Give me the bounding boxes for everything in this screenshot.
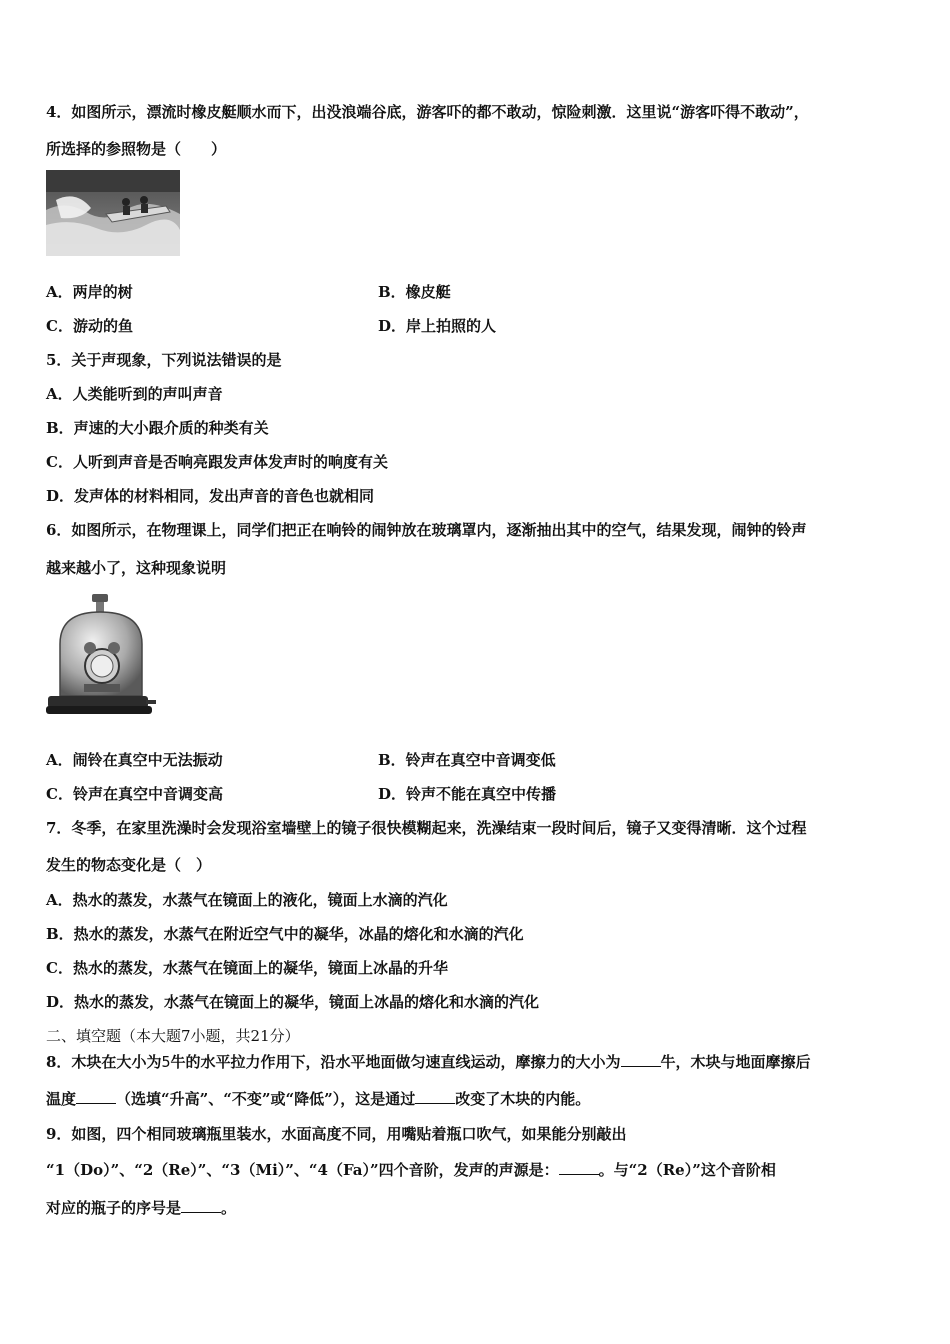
q6-option-a: A．闹铃在真空中无法振动 [46, 751, 223, 769]
q5-option-b: B．声速的大小跟介质的种类有关 [46, 419, 269, 437]
q9-text-1: “1（Do）”、“2（Re）”、“3（Mi）”、“4（Fa）”四个音阶，发声的声源是： [46, 1161, 559, 1179]
q7-option-a: A．热水的蒸发，水蒸气在镜面上的液化，镜面上水滴的汽化 [46, 891, 448, 909]
q8-force-value: 5 [161, 1053, 171, 1071]
q4-stem-line1: 4．如图所示，漂流时橡皮艇顺水而下，出没浪端谷底，游客吓的都不敢动，惊险刺激．这里说“游客吓得不敢动”， [46, 103, 809, 121]
q6-option-b: B．铃声在真空中音调变低 [378, 751, 556, 769]
q6-stem-line1: 6．如图所示，在物理课上，同学们把正在响铃的闹钟放在玻璃罩内，逐渐抽出其中的空气，结果发现，闹钟的铃声 [46, 521, 807, 539]
q9-line1: 9．如图，四个相同玻璃瓶里装水，水面高度不同，用嘴贴着瓶口吹气，如果能分别敲出 [46, 1125, 627, 1143]
q8-text-2: 牛的水平拉力作用下，沿水平地面做匀速直线运动，摩擦力的大小为 [170, 1053, 621, 1071]
q9-text-4: 。 [221, 1199, 237, 1217]
q4-option-d: D．岸上拍照的人 [378, 317, 497, 335]
q9-blank-1[interactable] [559, 1160, 599, 1175]
q8-text-3: 牛，木块与地面摩擦后 [660, 1053, 811, 1071]
q8-text-4: 温度 [46, 1090, 77, 1108]
q7-stem-line2: 发生的物态变化是（ ） [46, 856, 212, 874]
bell-jar-illustration [46, 592, 158, 724]
q8-text-5: （选填“升高”、“不变”或“降低”），这是通过 [116, 1090, 416, 1108]
q5-stem: 5．关于声现象，下列说法错误的是 [46, 351, 282, 369]
q7-stem-line1: 7．冬季，在家里洗澡时会发现浴室墙壁上的镜子很快模糊起来，洗澡结束一段时间后，镜子又变得清晰．这个过程 [46, 819, 807, 837]
q8-text-6: 改变了木块的内能。 [455, 1090, 591, 1108]
q4-option-b: B．橡皮艇 [378, 283, 451, 301]
q9-text-2: 。与“2（Re）”这个音阶相 [598, 1161, 776, 1179]
rafting-photo [46, 170, 180, 256]
q6-option-c: C．铃声在真空中音调变高 [46, 785, 223, 803]
q5-option-a: A．人类能听到的声叫声音 [46, 385, 223, 403]
q4-stem-line2: 所选择的参照物是（ ） [46, 140, 227, 158]
q4-option-c: C．游动的鱼 [46, 317, 133, 335]
q5-option-c: C．人听到声音是否响亮跟发声体发声时的响度有关 [46, 453, 388, 471]
q9-line2 [46, 1160, 776, 1180]
q8-blank-2[interactable] [76, 1089, 116, 1104]
q6-option-d: D．铃声不能在真空中传播 [378, 785, 557, 803]
q7-option-c: C．热水的蒸发，水蒸气在镜面上的凝华，镜面上冰晶的升华 [46, 959, 448, 977]
q5-option-d: D．发声体的材料相同，发出声音的音色也就相同 [46, 487, 375, 505]
q8-blank-3[interactable] [415, 1089, 455, 1104]
q7-option-b: B．热水的蒸发，水蒸气在附近空气中的凝华，冰晶的熔化和水滴的汽化 [46, 925, 524, 943]
section-heading: 二、填空题（本大题7小题，共21分） [46, 1027, 300, 1045]
q6-stem-line2: 越来越小了，这种现象说明 [46, 559, 227, 577]
q9-blank-2[interactable] [181, 1198, 221, 1213]
q9-text-3: 对应的瓶子的序号是 [46, 1199, 182, 1217]
q8-line1 [46, 1052, 811, 1072]
q8-line2 [46, 1089, 590, 1109]
q7-option-d: D．热水的蒸发，水蒸气在镜面上的凝华，镜面上冰晶的熔化和水滴的汽化 [46, 993, 540, 1011]
q8-blank-1[interactable] [621, 1052, 661, 1067]
q4-option-a: A．两岸的树 [46, 283, 133, 301]
q9-line3 [46, 1198, 236, 1218]
q8-text-1: 8．木块在大小为 [46, 1053, 162, 1071]
